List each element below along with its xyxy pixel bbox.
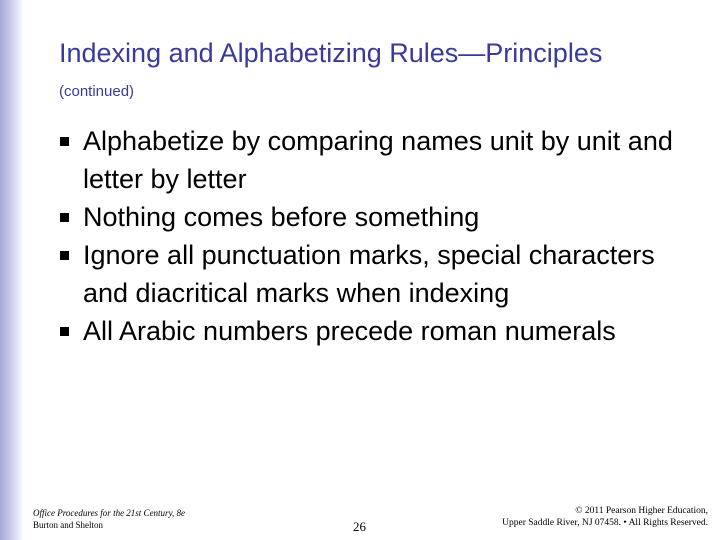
bullet-item bbox=[60, 236, 680, 312]
copyright-line-1: © 2011 Pearson Higher Education, bbox=[575, 506, 708, 516]
bullet-text: Nothing comes before something bbox=[83, 202, 480, 232]
copyright-line-2: Upper Saddle River, NJ 07458. • All Rights Reserved. bbox=[502, 518, 708, 528]
bullet-text: Alphabetize by comparing names unit by unit and letter by letter bbox=[83, 126, 673, 194]
slide-title-main: Indexing and Alphabetizing Rules—Principles bbox=[59, 38, 603, 68]
square-bullet-icon bbox=[60, 213, 69, 222]
bullet-item bbox=[60, 312, 680, 350]
bullet-text: All Arabic numbers precede roman numerals bbox=[83, 316, 616, 346]
bullet-item bbox=[60, 198, 680, 236]
footer-book-title: Office Procedures for the 21st Century, 8e bbox=[33, 508, 186, 518]
page-number: 26 bbox=[353, 519, 366, 534]
left-accent-bar bbox=[0, 0, 24, 540]
slide-title bbox=[59, 36, 659, 109]
square-bullet-icon bbox=[60, 327, 69, 336]
square-bullet-icon bbox=[60, 137, 69, 146]
square-bullet-icon bbox=[60, 251, 69, 260]
footer-authors: Burton and Shelton bbox=[33, 520, 103, 530]
bullet-list bbox=[60, 122, 680, 350]
bullet-text: Ignore all punctuation marks, special characters and diacritical marks when indexing bbox=[83, 240, 655, 308]
footer-copyright bbox=[502, 505, 708, 529]
footer-citation bbox=[33, 507, 185, 531]
slide-title-suffix: (continued) bbox=[59, 83, 135, 100]
bullet-item bbox=[60, 122, 680, 198]
